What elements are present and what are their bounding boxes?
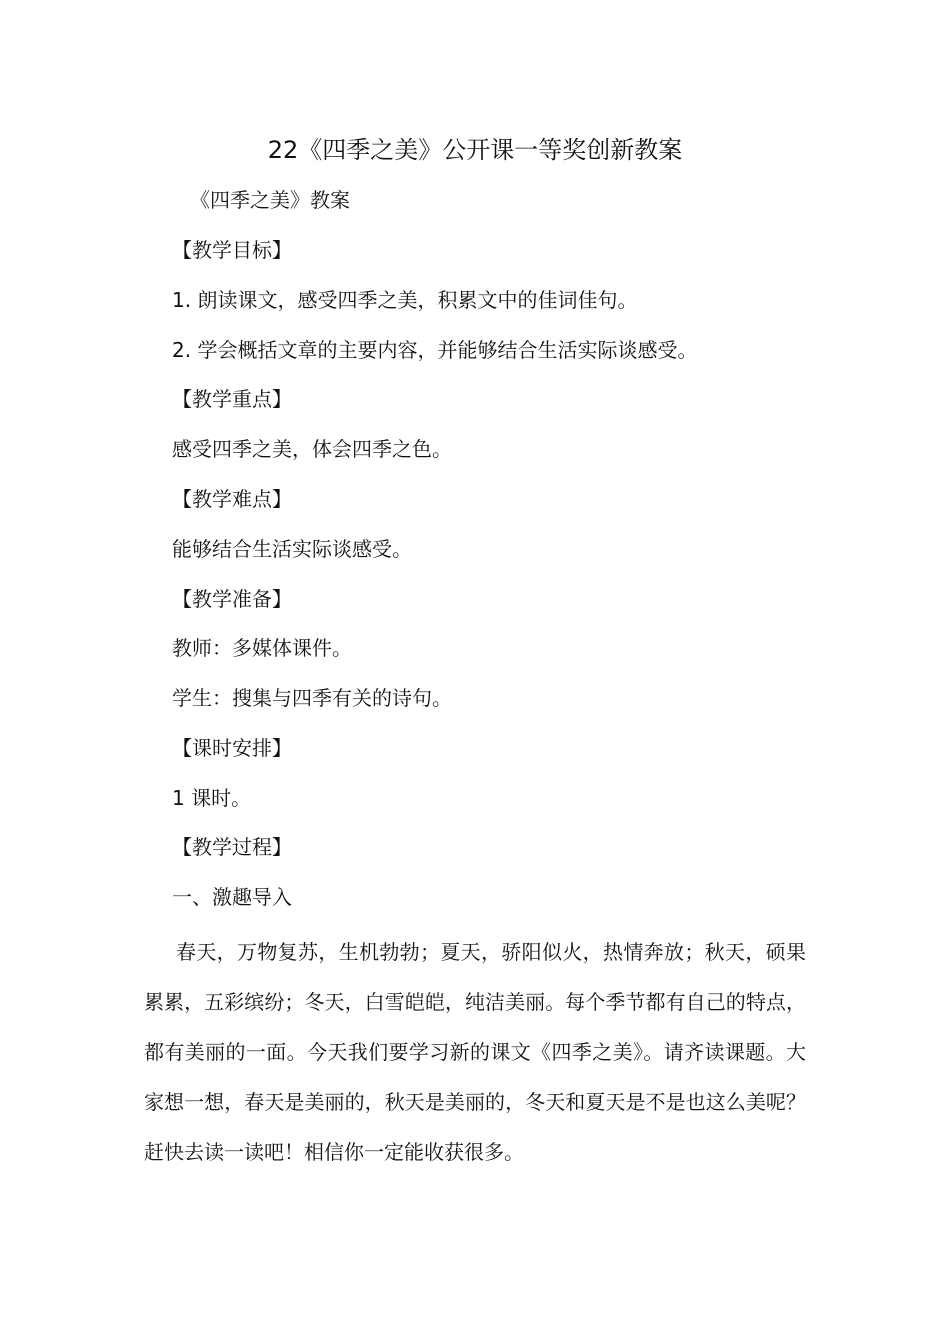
schedule-text: 1 课时。 <box>172 786 252 810</box>
section-1-paragraph: 春天，万物复苏，生机勃勃；夏天，骄阳似火，热情奔放；秋天，硕果累累，五彩缤纷；冬天，白雪皑皑，纯洁美丽。每个季节都有自己的特点，都有美丽的一面。今天我们要学习新的课文《四季之美》。请齐读课题。大家想一想，春天是美丽的，秋天是美丽的，冬天和夏天是不是也这么美呢？赶快去读一读吧！相信你一定能收获很多。 <box>144 940 806 1164</box>
preparation-student: 学生：搜集与四季有关的诗句。 <box>172 686 452 710</box>
goal-item-1: 1. 朗读课文，感受四季之美，积累文中的佳词佳句。 <box>172 288 638 312</box>
key-points-heading: 【教学重点】 <box>172 387 292 411</box>
preparation-teacher: 教师：多媒体课件。 <box>172 636 352 660</box>
process-heading: 【教学过程】 <box>172 835 292 859</box>
goals-heading: 【教学目标】 <box>172 238 292 262</box>
goal-item-2: 2. 学会概括文章的主要内容，并能够结合生活实际谈感受。 <box>172 338 698 362</box>
document-subtitle: 《四季之美》教案 <box>190 188 350 212</box>
schedule-heading: 【课时安排】 <box>172 736 292 760</box>
section-1-heading: 一、激趣导入 <box>172 885 292 909</box>
difficulty-text: 能够结合生活实际谈感受。 <box>172 537 412 561</box>
key-points-text: 感受四季之美，体会四季之色。 <box>172 437 452 461</box>
preparation-heading: 【教学准备】 <box>172 587 292 611</box>
difficulty-heading: 【教学难点】 <box>172 487 292 511</box>
document-title: 22《四季之美》公开课一等奖创新教案 <box>267 136 683 164</box>
